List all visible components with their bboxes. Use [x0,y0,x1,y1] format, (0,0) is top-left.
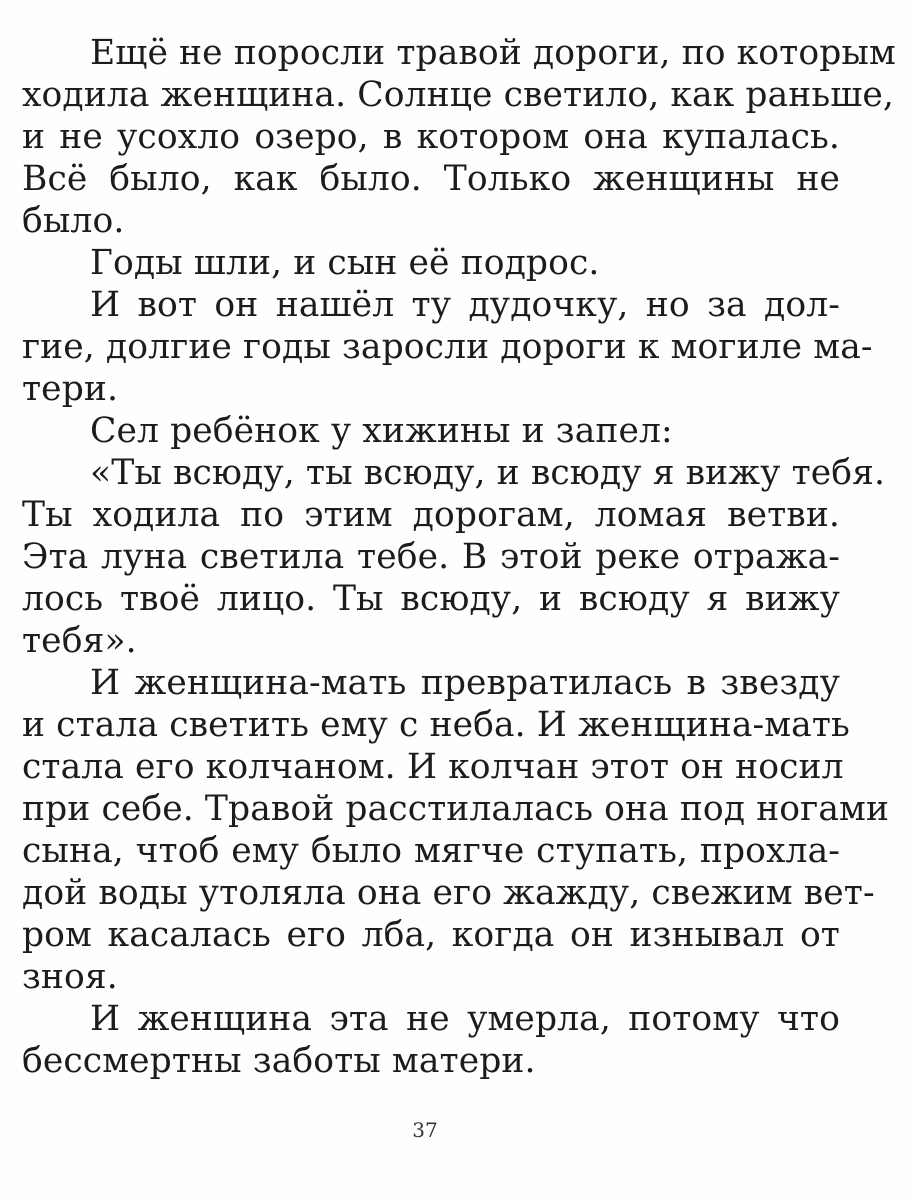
text-line: И вот он нашёл ту дудочку, но за дол- [90,285,840,325]
text-line: Годы шли, и сын её подрос. [90,243,600,283]
text-line: сына, чтоб ему было мягче ступать, прохла- [22,831,840,871]
text-line: лось твоё лицо. Ты всюду, и всюду я вижу [22,579,840,619]
text-line: дой воды утоляла она его жажду, свежим вет- [22,873,875,913]
text-line: и стала светить ему с неба. И женщина-мать [22,705,850,745]
text-line: И женщина-мать превратилась в звезду [90,663,840,703]
text-line: ходила женщина. Солнце светило, как раньше, [22,75,894,115]
text-line: «Ты всюду, ты всюду, и всюду я вижу тебя. [90,453,886,493]
text-line: И женщина эта не умерла, потому что [90,999,840,1039]
text-line: гие, долгие годы заросли дороги к могиле ма- [22,327,873,367]
text-line: Эта луна светила тебе. В этой реке отража- [22,537,840,577]
page-number: 37 [412,1118,438,1142]
text-line: Ещё не поросли травой дороги, по которым [90,33,896,73]
text-line: и не усохло озеро, в котором она купалась. [22,117,840,157]
text-line: тери. [22,369,119,409]
text-line: Всё было, как было. Только женщины не [22,159,840,199]
text-line: Сел ребёнок у хижины и запел: [90,411,673,451]
text-line: зноя. [22,957,118,997]
text-line: ром касалась его лба, когда он изнывал от [22,915,840,955]
text-line: стала его колчаном. И колчан этот он носил [22,747,844,787]
text-line: Ты ходила по этим дорогам, ломая ветви. [22,495,840,535]
text-line: тебя». [22,621,137,661]
text-line: было. [22,201,125,241]
text-line: бессмертны заботы матери. [22,1041,536,1081]
text-line: при себе. Травой расстилалась она под ногами [22,789,890,829]
